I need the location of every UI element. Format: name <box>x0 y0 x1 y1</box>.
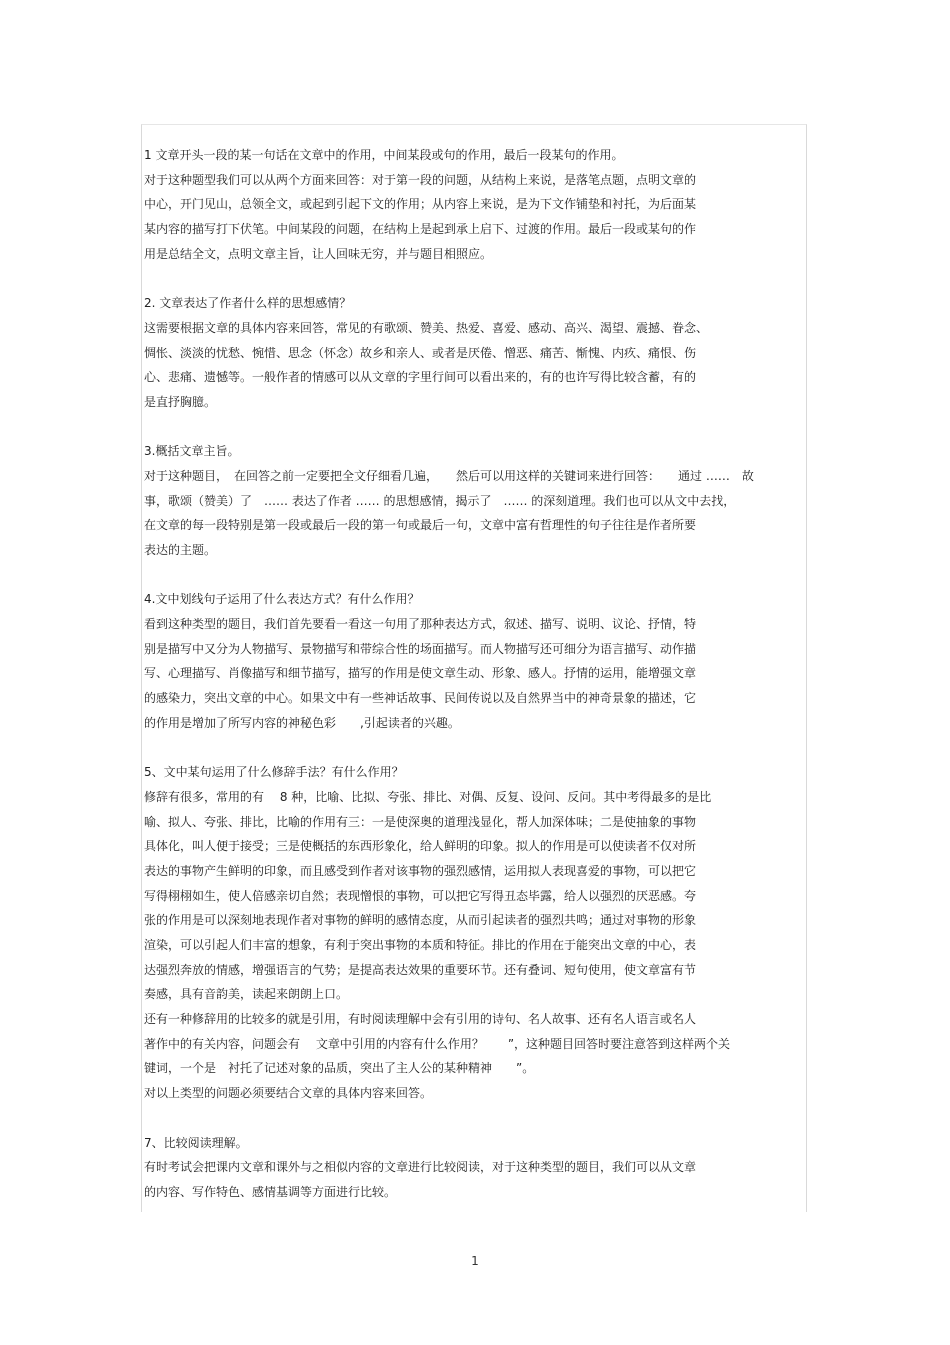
section-4-heading: 4.文中划线句子运用了什么表达方式？有什么作用？ <box>144 592 420 607</box>
paragraph-line: 写得栩栩如生，使人倍感亲切自然；表现憎恨的事物，可以把它写得丑态毕露，给人以强烈的厌恶感。夸 <box>144 888 697 903</box>
section-spacer <box>144 415 809 440</box>
paragraph-line: 惆怅、淡淡的忧愁、惋惜、思念（怀念）故乡和亲人、或者是厌倦、憎恶、痛苦、惭愧、内疚、痛恨、伤 <box>144 345 697 360</box>
paragraph-line: 还有一种修辞用的比较多的就是引用，有时阅读理解中会有引用的诗句、名人故事、还有名人语言或名人 <box>144 1012 697 1027</box>
paragraph-line: 键词，一个是 衬托了记述对象的品质，突出了主人公的某种精神 ”。 <box>144 1061 535 1076</box>
document-body <box>144 143 809 1205</box>
paragraph-line: 奏感，具有音韵美，读起来朗朗上口。 <box>144 987 349 1002</box>
paragraph-line: 著作中的有关内容，问题会有 文章中引用的内容有什么作用？ ”，这种题目回答时要注意答到这样两个关 <box>144 1036 731 1051</box>
paragraph-line: 别是描写中又分为人物描写、景物描写和带综合性的场面描写。而人物描写还可细分为语言描写、动作描 <box>144 641 697 656</box>
section-2 <box>144 291 809 414</box>
section-spacer <box>144 736 809 761</box>
paragraph-line: 对于这种题目， 在回答之前一定要把全文仔细看几遍， 然后可以用这样的关键词来进行回答： 通过 …… 故 <box>144 468 754 483</box>
paragraph-line: 具体化，叫人便于接受；三是使概括的东西形象化，给人鲜明的印象。拟人的作用是可以使读者不仅对所 <box>144 839 697 854</box>
section-7 <box>144 1131 809 1205</box>
paragraph-line: 对于这种题型我们可以从两个方面来回答：对于第一段的问题，从结构上来说，是落笔点题，点明文章的 <box>144 172 697 187</box>
section-spacer <box>144 266 809 291</box>
paragraph-line: 表达的主题。 <box>144 543 217 557</box>
paragraph-line: 有时考试会把课内文章和课外与之相似内容的文章进行比较阅读，对于这种类型的题目，我们可以从文章 <box>144 1160 697 1175</box>
paragraph-line: 渲染，可以引起人们丰富的想象，有利于突出事物的本质和特征。排比的作用在于能突出文章的中心，表 <box>144 938 697 952</box>
paragraph-line: 事，歌颂（赞美）了 …… 表达了作者 …… 的思想感情，揭示了 …… 的深刻道理。我们也可以从文中去找， <box>144 493 736 508</box>
section-3-heading: 3.概括文章主旨。 <box>144 444 240 459</box>
section-2-heading: 2. 文章表达了作者什么样的思想感情？ <box>144 296 352 311</box>
paragraph-line: 喻、拟人、夸张、排比，比喻的作用有三：一是使深奥的道理浅显化，帮人加深体味；二是使抽象的事物 <box>144 814 697 829</box>
paragraph-line: 在文章的每一段特别是第一段或最后一段的第一句或最后一句，文章中富有哲理性的句子往往是作者所要 <box>144 518 697 533</box>
paragraph-line: 修辞有很多，常用的有 8 种，比喻、比拟、夸张、排比、对偶、反复、设问、反问。其中考得最多的是比 <box>144 789 712 804</box>
paragraph-line: 的内容、写作特色、感情基调等方面进行比较。 <box>144 1184 397 1199</box>
paragraph-line: 中心，开门见山，总领全文，或起到引起下文的作用；从内容上来说，是为下文作铺垫和衬托，为后面某 <box>144 197 697 212</box>
paragraph-line: 某内容的描写打下伏笔。中间某段的问题，在结构上是起到承上启下、过渡的作用。最后一段或某句的作 <box>144 222 697 237</box>
section-3 <box>144 439 809 562</box>
paragraph-line: 的作用是增加了所写内容的神秘色彩 ,引起读者的兴趣。 <box>144 715 460 730</box>
paragraph-line: 用是总结全文，点明文章主旨，让人回味无穷，并与题目相照应。 <box>144 246 493 261</box>
paragraph-line: 的感染力，突出文章的中心。如果文中有一些神话故事、民间传说以及自然界当中的神奇景象的描述，它 <box>144 691 697 706</box>
section-5 <box>144 760 809 1106</box>
paragraph-line: 张的作用是可以深刻地表现作者对事物的鲜明的感情态度，从而引起读者的强烈共鸣；通过对事物的形象 <box>144 913 697 928</box>
paragraph-line: 表达的事物产生鲜明的印象，而且感受到作者对该事物的强烈感情，运用拟人表现喜爱的事物，可以把它 <box>144 863 697 878</box>
paragraph-line: 达强烈奔放的情感，增强语言的气势；是提高表达效果的重要环节。还有叠词、短句使用，使文章富有节 <box>144 962 697 977</box>
paragraph-line: 这需要根据文章的具体内容来回答，常见的有歌颂、赞美、热爱、喜爱、感动、高兴、渴望、震撼、眷念、 <box>144 320 709 335</box>
paragraph-line: 对以上类型的问题必须要结合文章的具体内容来回答。 <box>144 1086 433 1101</box>
section-spacer <box>144 563 809 588</box>
section-spacer <box>144 1106 809 1131</box>
paragraph-line: 是直抒胸臆。 <box>144 394 217 409</box>
section-4 <box>144 587 809 735</box>
section-5-heading: 5、文中某句运用了什么修辞手法？有什么作用？ <box>144 765 404 780</box>
section-1-heading: 1 文章开头一段的某一句话在文章中的作用，中间某段或句的作用，最后一段某句的作用。 <box>144 148 624 162</box>
paragraph-line: 写、心理描写、肖像描写和细节描写，描写的作用是使文章生动、形象、感人。抒情的运用，能增强文章 <box>144 666 697 681</box>
paragraph-line: 心、悲痛、遗憾等。一般作者的情感可以从文章的字里行间可以看出来的，有的也许写得比较含蓄，有的 <box>144 370 697 385</box>
section-1 <box>144 143 809 266</box>
section-7-heading: 7、比较阅读理解。 <box>144 1135 248 1150</box>
paragraph-line: 看到这种类型的题目，我们首先要看一看这一句用了那种表达方式，叙述、描写、说明、议论、抒情，特 <box>144 617 697 632</box>
page-number: 1 <box>471 1254 479 1268</box>
